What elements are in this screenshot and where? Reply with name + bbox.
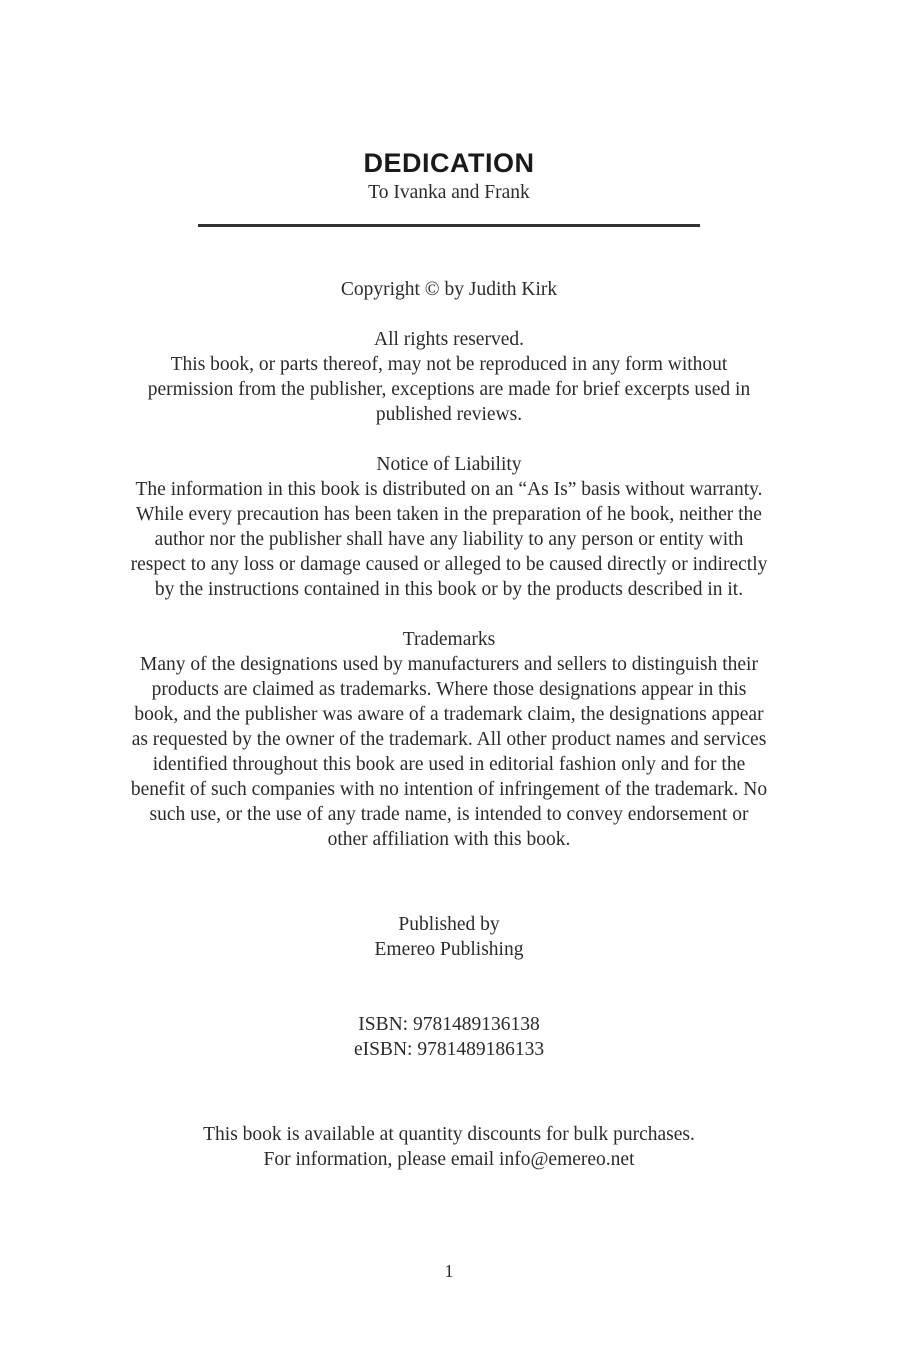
page-number: 1 — [444, 1261, 454, 1281]
rights-heading: All rights reserved. — [373, 328, 524, 350]
spacer — [129, 427, 769, 452]
published-by-label: Published by — [398, 913, 500, 935]
publisher-name: Emereo Publishing — [374, 938, 524, 960]
spacer — [129, 1062, 769, 1122]
bulk-purchase-line: This book is available at quantity discounts for bulk purchases. — [203, 1123, 695, 1145]
spacer — [129, 962, 769, 1012]
trademarks-heading: Trademarks — [402, 628, 496, 650]
page-title: DEDICATION — [363, 148, 535, 178]
liability-heading: Notice of Liability — [376, 453, 522, 475]
liability-body: The information in this book is distributed on an “As Is” basis without warranty. While every precaution has been taken in the preparation of he book, neither the author nor the publisher shall have any liability to any person or entity with respect to any loss or damage caused or alleged to be caused directly or indirectly by the instructions contained in this book or by the products described in it. — [130, 478, 768, 600]
spacer — [129, 602, 769, 627]
trademarks-body: Many of the designations used by manufacturers and sellers to distinguish their products are claimed as trademarks. Where those designations appear in this book, and the publisher was aware of a trademark claim, the designations appear as requested by the owner of the trademark. All other product names and services identified throughout this book are used in editorial fashion only and for the benefit of such companies with no intention of infringement of the trademark. No such use, or the use of any trade name, is intended to convey endorsement or other affiliation with this book. — [130, 653, 768, 850]
dedication-subtitle: To Ivanka and Frank — [368, 182, 530, 204]
contact-email-line: For information, please email info@emereo.net — [263, 1148, 635, 1170]
spacer — [129, 302, 769, 327]
spacer — [129, 227, 769, 277]
spacer — [129, 852, 769, 912]
eisbn-line: eISBN: 9781489186133 — [353, 1038, 545, 1060]
rights-body: This book, or parts thereof, may not be reproduced in any form without permission from the publisher, exceptions are made for brief excerpts used in published reviews. — [147, 353, 751, 425]
isbn-line: ISBN: 9781489136138 — [358, 1013, 540, 1035]
page-content — [129, 148, 769, 1172]
copyright-line: Copyright © by Judith Kirk — [340, 278, 558, 300]
